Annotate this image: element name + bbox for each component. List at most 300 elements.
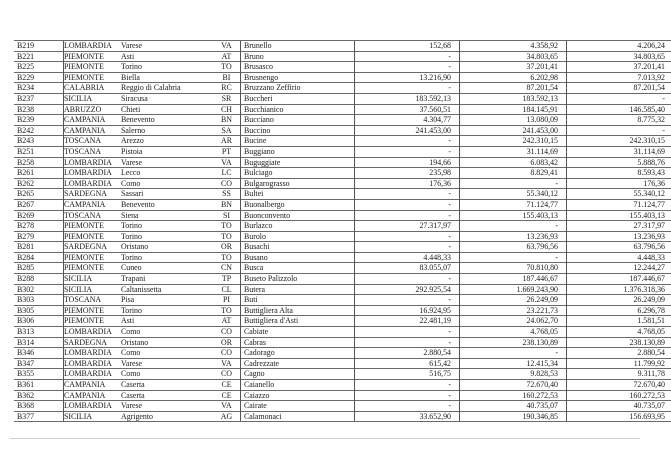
- table-row: [14, 189, 671, 200]
- table-row: [14, 72, 671, 83]
- province-cell: Asti: [121, 316, 213, 327]
- region-cell: LOMBARDIA: [64, 401, 122, 412]
- amount-b-cell: 87.201,54: [460, 83, 567, 94]
- table-row: [14, 62, 671, 73]
- table-row: [14, 51, 671, 62]
- province-code-cell: CO: [213, 178, 241, 189]
- province-cell: Varese: [121, 358, 213, 369]
- amount-a-cell: -: [355, 295, 460, 306]
- amount-b-cell: 63.796,56: [460, 242, 567, 253]
- region-cell: LOMBARDIA: [64, 168, 122, 179]
- region-cell: PIEMONTE: [64, 263, 122, 274]
- municipality-name-cell: Cabiate: [241, 327, 355, 338]
- municipality-table: [14, 40, 671, 422]
- amount-b-cell: 26.249,09: [460, 295, 567, 306]
- amount-c-cell: 242.310,15: [567, 136, 671, 147]
- province-code-cell: TO: [213, 62, 241, 73]
- amount-b-cell: 241.453,00: [460, 125, 567, 136]
- amount-b-cell: -: [460, 221, 567, 232]
- province-code-cell: VA: [213, 157, 241, 168]
- province-code-cell: TO: [213, 231, 241, 242]
- province-cell: Como: [121, 178, 213, 189]
- region-cell: TOSCANA: [64, 295, 122, 306]
- amount-c-cell: 4.768,05: [567, 327, 671, 338]
- amount-c-cell: -: [567, 93, 671, 104]
- municipality-code: B229: [14, 72, 64, 83]
- municipality-name-cell: Cagno: [241, 369, 355, 380]
- province-code-cell: AR: [213, 136, 241, 147]
- amount-b-cell: 183.592,13: [460, 93, 567, 104]
- amount-a-cell: 183.592,13: [355, 93, 460, 104]
- municipality-code: B303: [14, 295, 64, 306]
- amount-a-cell: -: [355, 401, 460, 412]
- amount-a-cell: -: [355, 83, 460, 94]
- municipality-name-cell: Brusasco: [241, 62, 355, 73]
- region-cell: PIEMONTE: [64, 51, 122, 62]
- municipality-code: B305: [14, 305, 64, 316]
- province-code-cell: CO: [213, 369, 241, 380]
- municipality-code: B314: [14, 337, 64, 348]
- table-row: [14, 83, 671, 94]
- amount-a-cell: 33.652,90: [355, 411, 460, 422]
- amount-b-cell: 6.083,42: [460, 157, 567, 168]
- province-code-cell: BN: [213, 199, 241, 210]
- amount-b-cell: 4.358,92: [460, 41, 567, 52]
- table-row: [14, 115, 671, 126]
- amount-c-cell: 4.206,24: [567, 41, 671, 52]
- region-cell: LOMBARDIA: [64, 157, 122, 168]
- province-code-cell: CE: [213, 390, 241, 401]
- table-row: [14, 316, 671, 327]
- amount-c-cell: 11.799,92: [567, 358, 671, 369]
- province-cell: Benevento: [121, 199, 213, 210]
- province-cell: Varese: [121, 41, 213, 52]
- municipality-code: B361: [14, 380, 64, 391]
- amount-a-cell: 292.925,54: [355, 284, 460, 295]
- municipality-code: B368: [14, 401, 64, 412]
- region-cell: CAMPANIA: [64, 199, 122, 210]
- amount-a-cell: 235,98: [355, 168, 460, 179]
- municipality-name-cell: Buonconvento: [241, 210, 355, 221]
- region-cell: LOMBARDIA: [64, 358, 122, 369]
- amount-a-cell: -: [355, 146, 460, 157]
- municipality-code: B221: [14, 51, 64, 62]
- province-code-cell: AT: [213, 51, 241, 62]
- region-cell: LOMBARDIA: [64, 348, 122, 359]
- municipality-code: B234: [14, 83, 64, 94]
- municipality-name-cell: Buti: [241, 295, 355, 306]
- province-code-cell: TO: [213, 305, 241, 316]
- province-cell: Varese: [121, 157, 213, 168]
- municipality-name-cell: Butera: [241, 284, 355, 295]
- region-cell: SICILIA: [64, 274, 122, 285]
- table-row: [14, 380, 671, 391]
- amount-a-cell: -: [355, 210, 460, 221]
- amount-a-cell: 16.924,95: [355, 305, 460, 316]
- municipality-code: B262: [14, 178, 64, 189]
- amount-a-cell: 615,42: [355, 358, 460, 369]
- province-cell: Reggio di Calabria: [121, 83, 213, 94]
- region-cell: CALABRIA: [64, 83, 122, 94]
- region-cell: TOSCANA: [64, 210, 122, 221]
- amount-c-cell: 176,36: [567, 178, 671, 189]
- table-row: [14, 93, 671, 104]
- amount-b-cell: 34.803,65: [460, 51, 567, 62]
- municipality-name-cell: Buccheri: [241, 93, 355, 104]
- municipality-code: B355: [14, 369, 64, 380]
- amount-b-cell: 13.080,09: [460, 115, 567, 126]
- amount-a-cell: 516,75: [355, 369, 460, 380]
- table-row: [14, 327, 671, 338]
- province-code-cell: TP: [213, 274, 241, 285]
- province-code-cell: CE: [213, 380, 241, 391]
- municipality-name-cell: Busachi: [241, 242, 355, 253]
- amount-b-cell: -: [460, 252, 567, 263]
- municipality-name-cell: Cadrezzate: [241, 358, 355, 369]
- municipality-code: B362: [14, 390, 64, 401]
- province-code-cell: OR: [213, 337, 241, 348]
- table-row: [14, 252, 671, 263]
- municipality-name-cell: Buseto Palizzolo: [241, 274, 355, 285]
- amount-a-cell: -: [355, 51, 460, 62]
- amount-c-cell: 160.272,53: [567, 390, 671, 401]
- amount-c-cell: 63.796,56: [567, 242, 671, 253]
- province-cell: Salerno: [121, 125, 213, 136]
- province-code-cell: VA: [213, 401, 241, 412]
- amount-b-cell: 23.221,73: [460, 305, 567, 316]
- region-cell: SICILIA: [64, 93, 122, 104]
- province-cell: Chieti: [121, 104, 213, 115]
- table-row: [14, 231, 671, 242]
- amount-a-cell: 176,36: [355, 178, 460, 189]
- amount-b-cell: -: [460, 178, 567, 189]
- table-row: [14, 411, 671, 422]
- municipality-code: B281: [14, 242, 64, 253]
- municipality-code: B288: [14, 274, 64, 285]
- amount-b-cell: 31.114,69: [460, 146, 567, 157]
- municipality-name-cell: Bulgarograsso: [241, 178, 355, 189]
- municipality-name-cell: Cabras: [241, 337, 355, 348]
- amount-a-cell: 152,68: [355, 41, 460, 52]
- municipality-name-cell: Calamonaci: [241, 411, 355, 422]
- municipality-code: B284: [14, 252, 64, 263]
- province-cell: Torino: [121, 252, 213, 263]
- amount-a-cell: -: [355, 199, 460, 210]
- municipality-code: B306: [14, 316, 64, 327]
- amount-b-cell: 1.669.243,90: [460, 284, 567, 295]
- amount-c-cell: 26.249,09: [567, 295, 671, 306]
- province-cell: Torino: [121, 221, 213, 232]
- municipality-code: B251: [14, 146, 64, 157]
- region-cell: LOMBARDIA: [64, 369, 122, 380]
- province-cell: Varese: [121, 401, 213, 412]
- province-code-cell: TO: [213, 252, 241, 263]
- amount-a-cell: -: [355, 327, 460, 338]
- municipality-name-cell: Bulciago: [241, 168, 355, 179]
- municipality-code: B267: [14, 199, 64, 210]
- amount-b-cell: 37.201,41: [460, 62, 567, 73]
- region-cell: SICILIA: [64, 284, 122, 295]
- amount-c-cell: 87.201,54: [567, 83, 671, 94]
- municipality-code: B225: [14, 62, 64, 73]
- table-row: [14, 178, 671, 189]
- municipality-code: B261: [14, 168, 64, 179]
- province-cell: Trapani: [121, 274, 213, 285]
- municipality-name-cell: Brunello: [241, 41, 355, 52]
- province-cell: Pistoia: [121, 146, 213, 157]
- province-code-cell: VA: [213, 41, 241, 52]
- amount-a-cell: -: [355, 136, 460, 147]
- municipality-code: B313: [14, 327, 64, 338]
- amount-c-cell: 13.236,93: [567, 231, 671, 242]
- amount-c-cell: 4.448,33: [567, 252, 671, 263]
- province-code-cell: BN: [213, 115, 241, 126]
- table-row: [14, 210, 671, 221]
- municipality-name-cell: Bruno: [241, 51, 355, 62]
- amount-c-cell: 27.317,97: [567, 221, 671, 232]
- region-cell: ABRUZZO: [64, 104, 122, 115]
- amount-c-cell: 1.581,51: [567, 316, 671, 327]
- region-cell: SARDEGNA: [64, 242, 122, 253]
- municipality-code: B265: [14, 189, 64, 200]
- province-code-cell: RC: [213, 83, 241, 94]
- province-cell: Pisa: [121, 295, 213, 306]
- amount-b-cell: 6.202,98: [460, 72, 567, 83]
- province-cell: Siracusa: [121, 93, 213, 104]
- amount-c-cell: 34.803,65: [567, 51, 671, 62]
- region-cell: SICILIA: [64, 411, 122, 422]
- province-code-cell: BI: [213, 72, 241, 83]
- amount-a-cell: 4.304,77: [355, 115, 460, 126]
- region-cell: TOSCANA: [64, 146, 122, 157]
- amount-c-cell: 238.130,89: [567, 337, 671, 348]
- amount-b-cell: 12.415,34: [460, 358, 567, 369]
- province-cell: Caltanissetta: [121, 284, 213, 295]
- region-cell: CAMPANIA: [64, 380, 122, 391]
- municipality-name-cell: Bucciano: [241, 115, 355, 126]
- amount-a-cell: 37.560,51: [355, 104, 460, 115]
- amount-c-cell: 72.670,40: [567, 380, 671, 391]
- region-cell: CAMPANIA: [64, 115, 122, 126]
- municipality-name-cell: Busano: [241, 252, 355, 263]
- municipality-code: B285: [14, 263, 64, 274]
- amount-a-cell: 241.453,00: [355, 125, 460, 136]
- amount-b-cell: 4.768,05: [460, 327, 567, 338]
- amount-b-cell: 160.272,53: [460, 390, 567, 401]
- municipality-name-cell: Caianello: [241, 380, 355, 391]
- amount-b-cell: 187.446,67: [460, 274, 567, 285]
- table-row: [14, 136, 671, 147]
- municipality-code: B377: [14, 411, 64, 422]
- municipality-code: B346: [14, 348, 64, 359]
- page-bottom-edge: [10, 438, 640, 439]
- region-cell: LOMBARDIA: [64, 327, 122, 338]
- municipality-name-cell: Buccino: [241, 125, 355, 136]
- region-cell: PIEMONTE: [64, 316, 122, 327]
- municipality-name-cell: Bruzzano Zeffirio: [241, 83, 355, 94]
- amount-a-cell: 13.216,90: [355, 72, 460, 83]
- table-row: [14, 348, 671, 359]
- province-code-cell: AG: [213, 411, 241, 422]
- amount-c-cell: 12.244,27: [567, 263, 671, 274]
- amount-a-cell: 27.317,97: [355, 221, 460, 232]
- amount-b-cell: 190.346,85: [460, 411, 567, 422]
- province-code-cell: SI: [213, 210, 241, 221]
- region-cell: SARDEGNA: [64, 337, 122, 348]
- amount-b-cell: 55.340,12: [460, 189, 567, 200]
- province-cell: Oristano: [121, 242, 213, 253]
- table-row: [14, 168, 671, 179]
- municipality-name-cell: Buonalbergo: [241, 199, 355, 210]
- amount-a-cell: -: [355, 242, 460, 253]
- municipality-name-cell: Burlazco: [241, 221, 355, 232]
- municipality-code: B242: [14, 125, 64, 136]
- province-code-cell: LC: [213, 168, 241, 179]
- amount-b-cell: 24.062,70: [460, 316, 567, 327]
- amount-a-cell: -: [355, 189, 460, 200]
- province-cell: Caserta: [121, 380, 213, 391]
- amount-a-cell: -: [355, 231, 460, 242]
- amount-c-cell: 8.593,43: [567, 168, 671, 179]
- province-code-cell: CN: [213, 263, 241, 274]
- municipality-name-cell: Brusnengo: [241, 72, 355, 83]
- region-cell: LOMBARDIA: [64, 178, 122, 189]
- amount-c-cell: 8.775,32: [567, 115, 671, 126]
- amount-c-cell: 146.585,40: [567, 104, 671, 115]
- table-row: [14, 369, 671, 380]
- amount-c-cell: 71.124,77: [567, 199, 671, 210]
- amount-c-cell: 7.013,92: [567, 72, 671, 83]
- table-row: [14, 295, 671, 306]
- province-cell: Torino: [121, 305, 213, 316]
- amount-b-cell: 40.735,07: [460, 401, 567, 412]
- province-code-cell: CH: [213, 104, 241, 115]
- region-cell: TOSCANA: [64, 136, 122, 147]
- province-cell: Caserta: [121, 390, 213, 401]
- table-row: [14, 157, 671, 168]
- amount-a-cell: 22.481,19: [355, 316, 460, 327]
- municipality-code: B243: [14, 136, 64, 147]
- amount-a-cell: 194,66: [355, 157, 460, 168]
- amount-b-cell: 184.145,91: [460, 104, 567, 115]
- municipality-code: B238: [14, 104, 64, 115]
- province-code-cell: VA: [213, 358, 241, 369]
- amount-b-cell: 9.828,53: [460, 369, 567, 380]
- province-code-cell: TO: [213, 221, 241, 232]
- amount-a-cell: 2.880,54: [355, 348, 460, 359]
- province-cell: Biella: [121, 72, 213, 83]
- amount-a-cell: -: [355, 380, 460, 391]
- region-cell: PIEMONTE: [64, 252, 122, 263]
- municipality-code: B269: [14, 210, 64, 221]
- table-row: [14, 242, 671, 253]
- municipality-code: B219: [14, 41, 64, 52]
- amount-c-cell: 5.888,76: [567, 157, 671, 168]
- amount-b-cell: 71.124,77: [460, 199, 567, 210]
- region-cell: LOMBARDIA: [64, 41, 122, 52]
- amount-c-cell: 9.311,78: [567, 369, 671, 380]
- table-row: [14, 263, 671, 274]
- province-code-cell: PT: [213, 146, 241, 157]
- amount-c-cell: 40.735,07: [567, 401, 671, 412]
- region-cell: CAMPANIA: [64, 125, 122, 136]
- amount-b-cell: 8.829,41: [460, 168, 567, 179]
- table-row: [14, 104, 671, 115]
- municipality-code: B239: [14, 115, 64, 126]
- province-code-cell: SA: [213, 125, 241, 136]
- amount-c-cell: 155.403,13: [567, 210, 671, 221]
- table-row: [14, 284, 671, 295]
- province-cell: Benevento: [121, 115, 213, 126]
- amount-c-cell: 55.340,12: [567, 189, 671, 200]
- municipality-code: B302: [14, 284, 64, 295]
- amount-a-cell: -: [355, 274, 460, 285]
- municipality-name-cell: Bultei: [241, 189, 355, 200]
- amount-a-cell: 4.448,33: [355, 252, 460, 263]
- province-cell: Oristano: [121, 337, 213, 348]
- amount-a-cell: -: [355, 337, 460, 348]
- province-code-cell: AT: [213, 316, 241, 327]
- province-code-cell: CL: [213, 284, 241, 295]
- amount-a-cell: 83.055,07: [355, 263, 460, 274]
- region-cell: PIEMONTE: [64, 221, 122, 232]
- table-row: [14, 221, 671, 232]
- amount-b-cell: -: [460, 348, 567, 359]
- table-row: [14, 125, 671, 136]
- municipality-code: B278: [14, 221, 64, 232]
- province-cell: Cuneo: [121, 263, 213, 274]
- amount-c-cell: 31.114,69: [567, 146, 671, 157]
- municipality-code: B279: [14, 231, 64, 242]
- province-cell: Como: [121, 369, 213, 380]
- province-code-cell: SR: [213, 93, 241, 104]
- province-code-cell: SS: [213, 189, 241, 200]
- province-cell: Como: [121, 327, 213, 338]
- region-cell: PIEMONTE: [64, 72, 122, 83]
- amount-b-cell: 238.130,89: [460, 337, 567, 348]
- municipality-name-cell: Cadorago: [241, 348, 355, 359]
- province-cell: Lecco: [121, 168, 213, 179]
- amount-b-cell: 155.403,13: [460, 210, 567, 221]
- amount-c-cell: 156.693,95: [567, 411, 671, 422]
- municipality-name-cell: Caiazzo: [241, 390, 355, 401]
- province-cell: Agrigento: [121, 411, 213, 422]
- amount-a-cell: -: [355, 62, 460, 73]
- table-row: [14, 146, 671, 157]
- region-cell: CAMPANIA: [64, 390, 122, 401]
- municipality-name-cell: Busca: [241, 263, 355, 274]
- province-cell: Siena: [121, 210, 213, 221]
- table-row: [14, 274, 671, 285]
- table-row: [14, 337, 671, 348]
- municipality-code: B237: [14, 93, 64, 104]
- amount-b-cell: 13.236,93: [460, 231, 567, 242]
- province-cell: Asti: [121, 51, 213, 62]
- amount-a-cell: -: [355, 390, 460, 401]
- municipality-name-cell: Bucine: [241, 136, 355, 147]
- province-code-cell: CO: [213, 348, 241, 359]
- table-row: [14, 358, 671, 369]
- amount-b-cell: 70.810,80: [460, 263, 567, 274]
- amount-c-cell: 187.446,67: [567, 274, 671, 285]
- table-row: [14, 199, 671, 210]
- region-cell: SARDEGNA: [64, 189, 122, 200]
- region-cell: PIEMONTE: [64, 62, 122, 73]
- table-row: [14, 401, 671, 412]
- region-cell: PIEMONTE: [64, 231, 122, 242]
- municipality-name-cell: Buggiano: [241, 146, 355, 157]
- municipality-name-cell: Burolo: [241, 231, 355, 242]
